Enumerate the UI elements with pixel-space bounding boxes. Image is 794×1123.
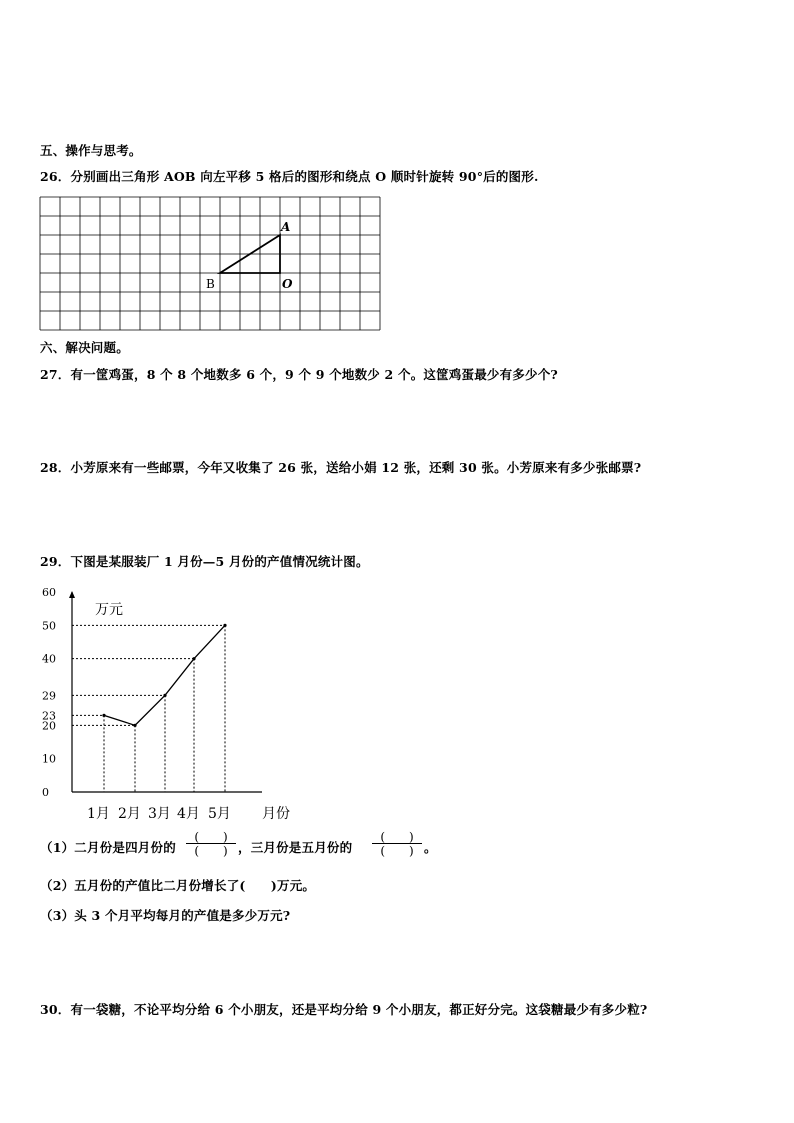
x-tick-label: 3月 [148, 806, 171, 822]
x-tick-label: 4月 [177, 806, 200, 822]
fraction-blank-2[interactable] [372, 830, 422, 858]
section-5-heading: 五、操作与思考。 [40, 143, 142, 158]
chart-axes [69, 591, 262, 792]
chart-unit-label: 万元 [95, 602, 123, 618]
data-point [163, 694, 166, 697]
chart-x-axis-label: 月份 [262, 806, 290, 822]
fraction-blank-1[interactable] [186, 830, 236, 858]
x-tick-label: 1月 [87, 806, 110, 822]
point-b-label: B [206, 277, 215, 291]
fraction-2-denominator: ( ) [380, 844, 414, 858]
y-tick-label: 60 [42, 586, 56, 599]
data-point [102, 714, 105, 717]
y-tick-label: 50 [42, 619, 56, 633]
y-axis-arrow [69, 591, 75, 598]
question-29-sub3: （3）头 3 个月平均每月的产值是多少万元? [40, 908, 291, 923]
question-29-sub1-end: 。 [424, 840, 437, 855]
grid-figure [39, 196, 381, 331]
chart-tick-labels [42, 586, 231, 822]
question-30-text: 30．有一袋糖，不论平均分给 6 个小朋友，还是平均分给 9 个小朋友，都正好分完。这袋糖最少有多少粒? [40, 1002, 648, 1017]
data-point [223, 624, 226, 627]
series-line [104, 625, 225, 725]
y-tick-label: 20 [42, 719, 56, 733]
x-tick-label: 5月 [208, 806, 231, 822]
y-tick-label: 29 [42, 689, 56, 703]
y-tick-label: 23 [42, 709, 56, 723]
question-29-sub2: （2）五月份的产值比二月份增长了( )万元。 [40, 878, 316, 893]
fraction-2-numerator: ( ) [380, 830, 414, 844]
question-26-text: 26．分别画出三角形 AOB 向左平移 5 格后的图形和绕点 O 顺时针旋转 90°后的图形. [40, 169, 539, 184]
fraction-1-numerator: ( ) [194, 830, 228, 844]
x-tick-label: 2月 [118, 806, 141, 822]
data-point [192, 657, 195, 660]
point-o-label: O [282, 277, 293, 291]
section-6-heading: 六、解决问题。 [40, 340, 129, 355]
production-line-chart [30, 580, 330, 825]
y-tick-label: 40 [42, 652, 56, 666]
data-point [133, 724, 136, 727]
question-29-sub1-part1: （1）二月份是四月份的 [40, 840, 176, 855]
question-27-text: 27．有一筐鸡蛋，8 个 8 个地数多 6 个，9 个 9 个地数少 2 个。这筐鸡蛋最少有多少个? [40, 367, 558, 382]
grid-lines [40, 197, 380, 330]
y-tick-label: 0 [42, 786, 49, 799]
point-a-label: A [281, 220, 291, 234]
fraction-1-denominator: ( ) [194, 844, 228, 858]
question-29-text: 29．下图是某服装厂 1 月份—5 月份的产值情况统计图。 [40, 554, 369, 569]
y-tick-label: 10 [42, 752, 56, 766]
question-29-sub1-part2: ，三月份是五月份的 [238, 840, 353, 855]
question-28-text: 28．小芳原来有一些邮票，今年又收集了 26 张，送给小娟 12 张，还剩 30 张。小芳原来有多少张邮票? [40, 460, 642, 475]
